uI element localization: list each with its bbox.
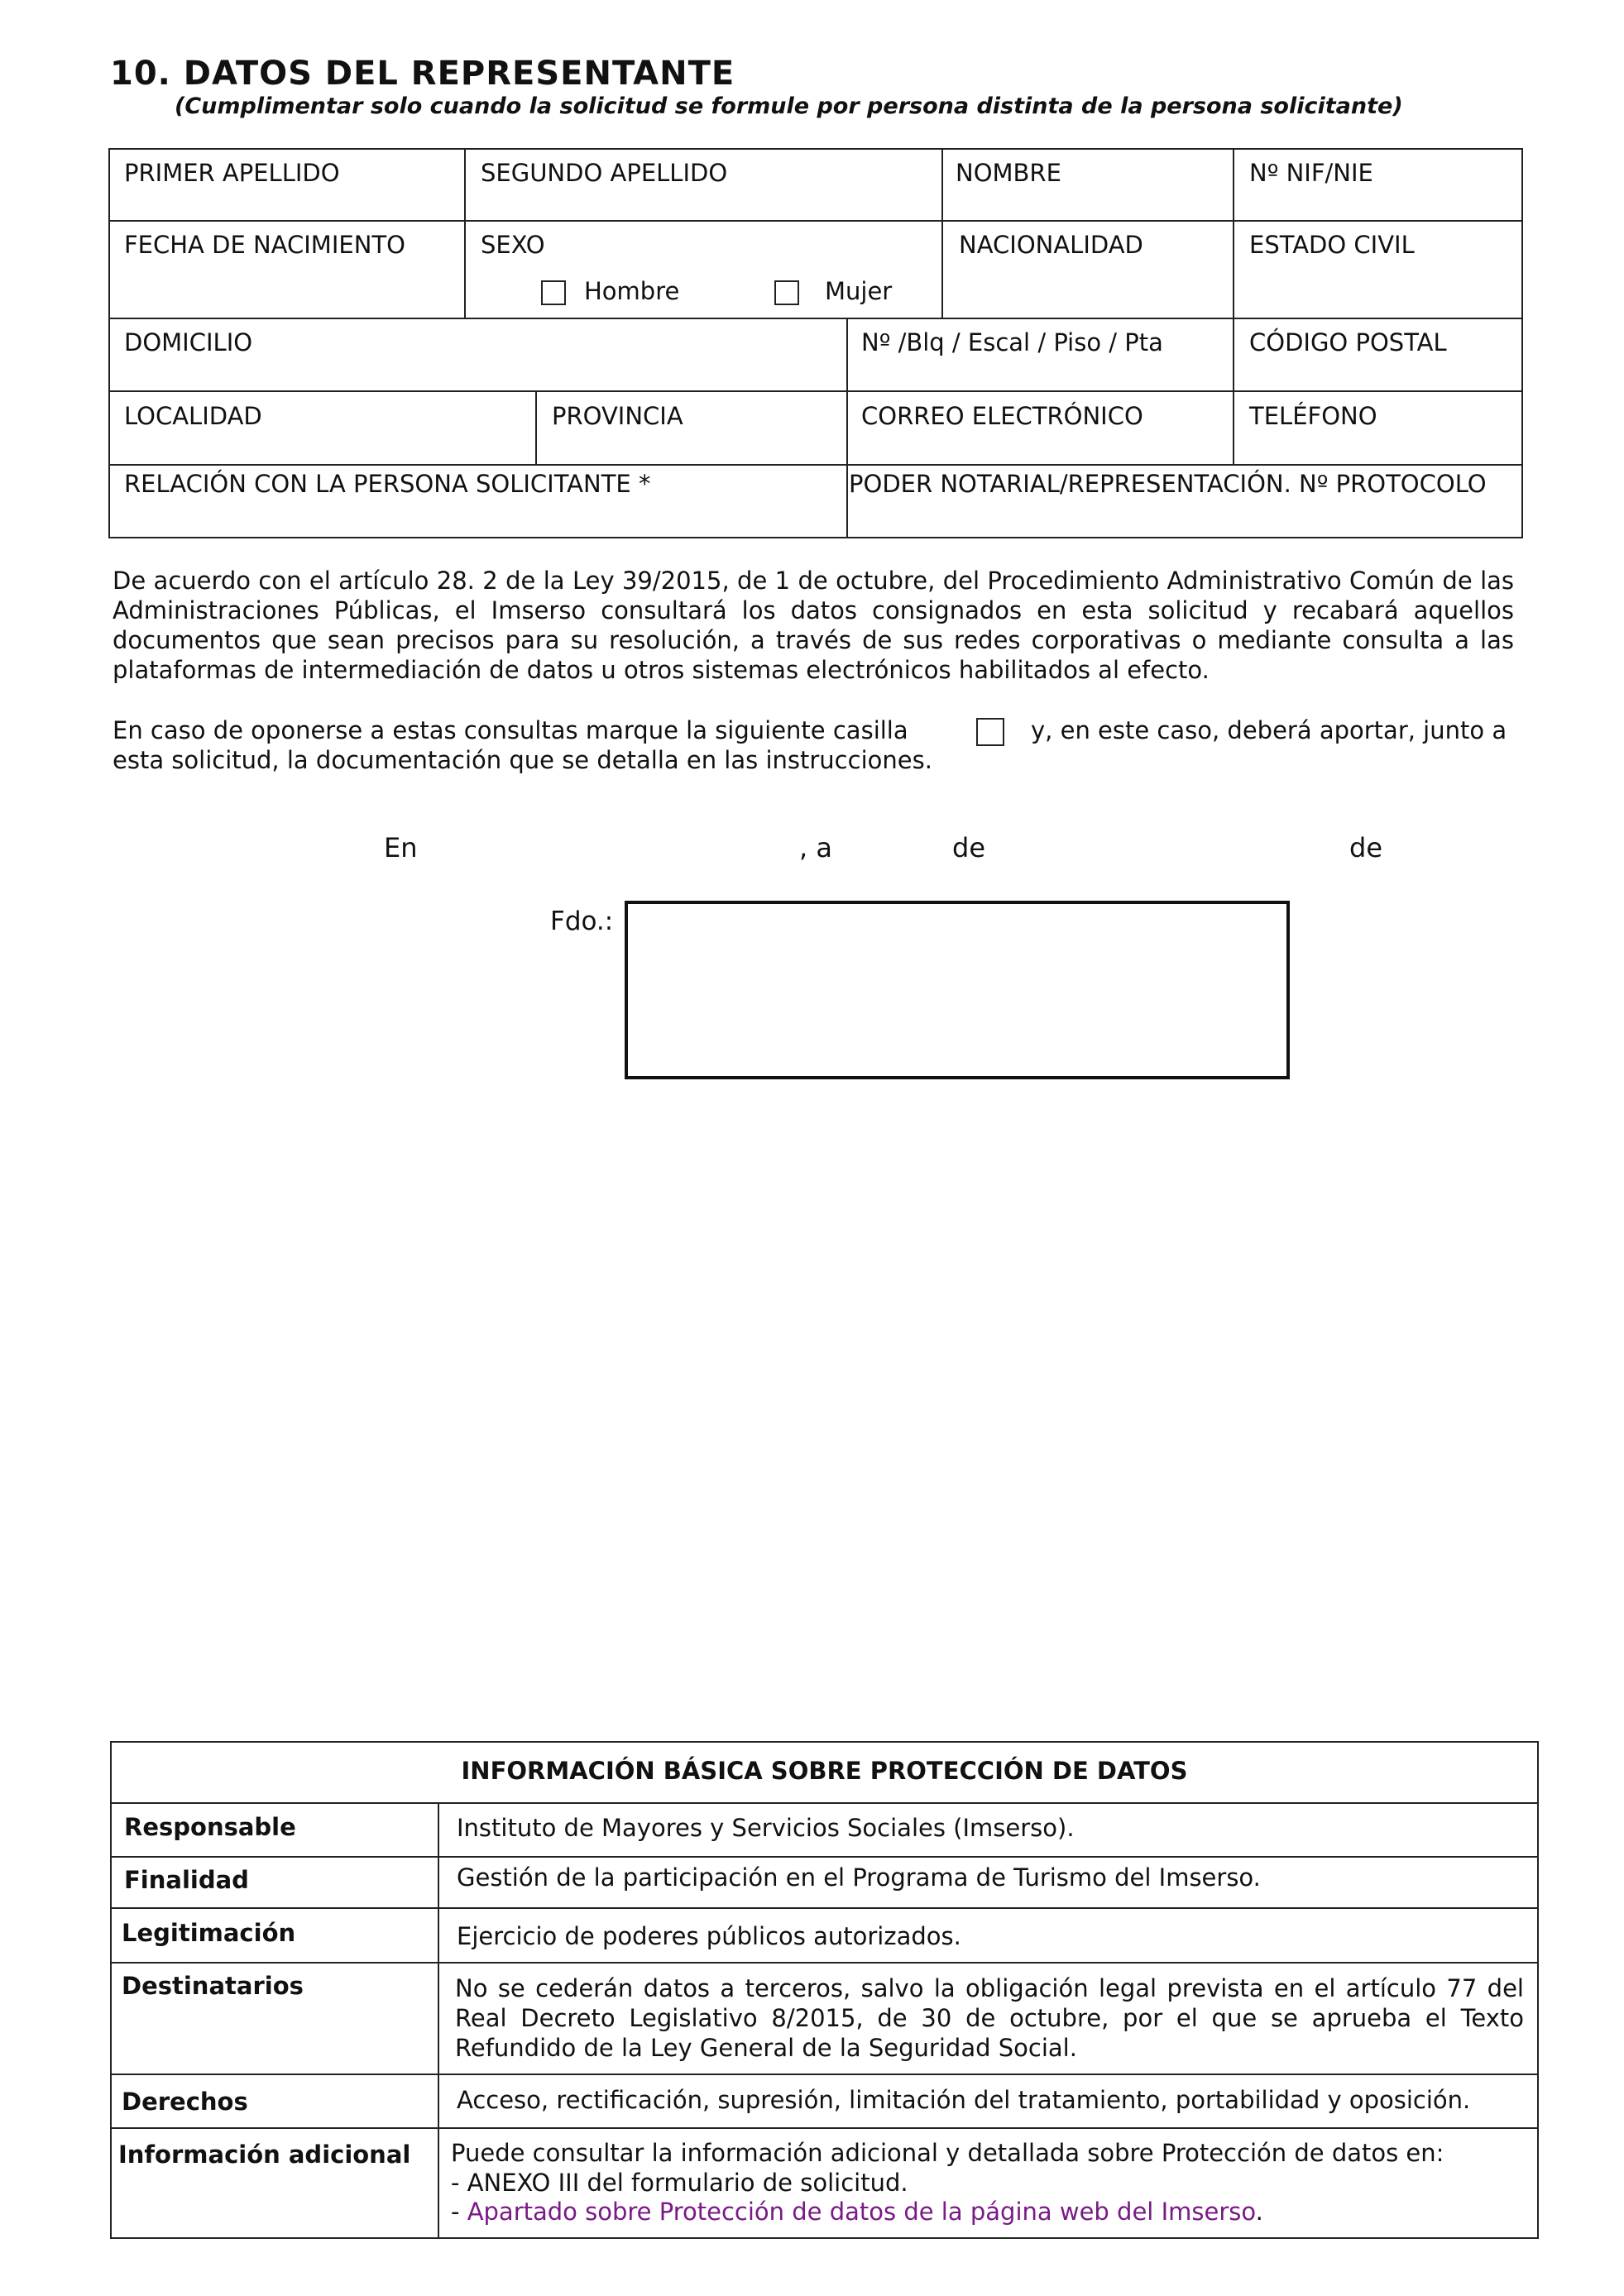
opposition-checkbox[interactable]: [976, 718, 1004, 746]
legal-paragraph: De acuerdo con el artículo 28. 2 de la Ley 39/2015, de 1 de octubre, del Procedimiento Administrativo Común de las Administraciones Públicas, el Imserso consultará los datos consignados en esta solicitud y recabará aquellos documentos que sean precisos para su resolución, a través de sus redes corporativas o mediante consulta a las plataformas de intermediación de datos u otros sistemas electrónicos habilitados al efecto.: [113, 567, 1514, 684]
field-codigo-postal[interactable]: CÓDIGO POSTAL: [1249, 328, 1447, 356]
opposition-text-after: y, en este caso, deberá aportar, junto a: [1031, 716, 1507, 744]
text-info-line2: - ANEXO III del formulario de solicitud.: [451, 2169, 908, 2197]
label-legitimacion: Legitimación: [122, 1919, 296, 1947]
info-line3-prefix: -: [451, 2198, 467, 2226]
hombre-label: Hombre: [584, 277, 680, 305]
info-line3-suffix: .: [1255, 2198, 1263, 2226]
label-destinatarios: Destinatarios: [122, 1972, 304, 2000]
field-num-blq[interactable]: Nº /Blq / Escal / Piso / Pta: [861, 328, 1163, 356]
label-derechos: Derechos: [122, 2088, 248, 2116]
date-de-label-1: de: [952, 832, 985, 863]
field-localidad[interactable]: LOCALIDAD: [124, 402, 262, 430]
place-en-label: En: [384, 832, 418, 863]
signature-box[interactable]: [625, 901, 1290, 1079]
field-sexo-label: SEXO: [481, 231, 545, 259]
text-responsable: Instituto de Mayores y Servicios Sociales (Imserso).: [457, 1814, 1075, 1842]
signature-label: Fdo.:: [550, 906, 614, 936]
text-legitimacion: Ejercicio de poderes públicos autorizados.: [457, 1922, 961, 1950]
opposition-text: En caso de oponerse a estas consultas marque la siguiente casilla: [113, 716, 908, 744]
data-protection-header: INFORMACIÓN BÁSICA SOBRE PROTECCIÓN DE DATOS: [461, 1757, 1188, 1785]
field-telefono[interactable]: TELÉFONO: [1249, 402, 1377, 430]
date-a-label: , a: [799, 832, 832, 863]
section-subtitle: (Cumplimentar solo cuando la solicitud se formule por persona distinta de la persona solicitante): [175, 93, 1403, 119]
field-segundo-apellido[interactable]: SEGUNDO APELLIDO: [481, 159, 728, 187]
imserso-data-protection-link[interactable]: Apartado sobre Protección de datos de la página web del Imserso: [467, 2198, 1256, 2226]
field-nif-nie[interactable]: Nº NIF/NIE: [1249, 159, 1373, 187]
date-de-label-2: de: [1349, 832, 1382, 863]
field-estado-civil[interactable]: ESTADO CIVIL: [1249, 231, 1415, 259]
text-info-line3: [451, 2197, 1263, 2227]
section-title: 10. DATOS DEL REPRESENTANTE: [110, 55, 735, 93]
field-relacion[interactable]: RELACIÓN CON LA PERSONA SOLICITANTE *: [124, 470, 651, 498]
field-fecha-nacimiento[interactable]: FECHA DE NACIMIENTO: [124, 231, 405, 259]
text-derechos: Acceso, rectificación, supresión, limitación del tratamiento, portabilidad y oposición.: [457, 2086, 1471, 2114]
label-finalidad: Finalidad: [124, 1866, 249, 1894]
text-destinatarios: No se cederán datos a terceros, salvo la obligación legal prevista en el artículo 77 del Real Decreto Legislativo 8/2015, de 30 de octubre, por el que se aprueba el Texto Refundido de la Ley General de la Seguridad Social.: [455, 1974, 1524, 2062]
field-poder-notarial[interactable]: PODER NOTARIAL/REPRESENTACIÓN. Nº PROTOCOLO: [849, 470, 1487, 498]
label-responsable: Responsable: [124, 1813, 296, 1841]
text-finalidad: Gestión de la participación en el Programa de Turismo del Imserso.: [457, 1863, 1261, 1892]
label-informacion-adicional: Información adicional: [118, 2141, 411, 2169]
field-correo[interactable]: CORREO ELECTRÓNICO: [861, 402, 1143, 430]
text-info-line1: Puede consultar la información adicional y detallada sobre Protección de datos en:: [451, 2139, 1444, 2167]
field-domicilio[interactable]: DOMICILIO: [124, 328, 253, 356]
field-primer-apellido[interactable]: PRIMER APELLIDO: [124, 159, 340, 187]
field-provincia[interactable]: PROVINCIA: [552, 402, 683, 430]
hombre-checkbox[interactable]: [541, 280, 566, 305]
mujer-checkbox[interactable]: [774, 280, 799, 305]
opposition-text-line2: esta solicitud, la documentación que se detalla en las instrucciones.: [113, 746, 932, 774]
field-nombre[interactable]: NOMBRE: [956, 159, 1061, 187]
mujer-label: Mujer: [825, 277, 893, 305]
field-nacionalidad[interactable]: NACIONALIDAD: [959, 231, 1143, 259]
